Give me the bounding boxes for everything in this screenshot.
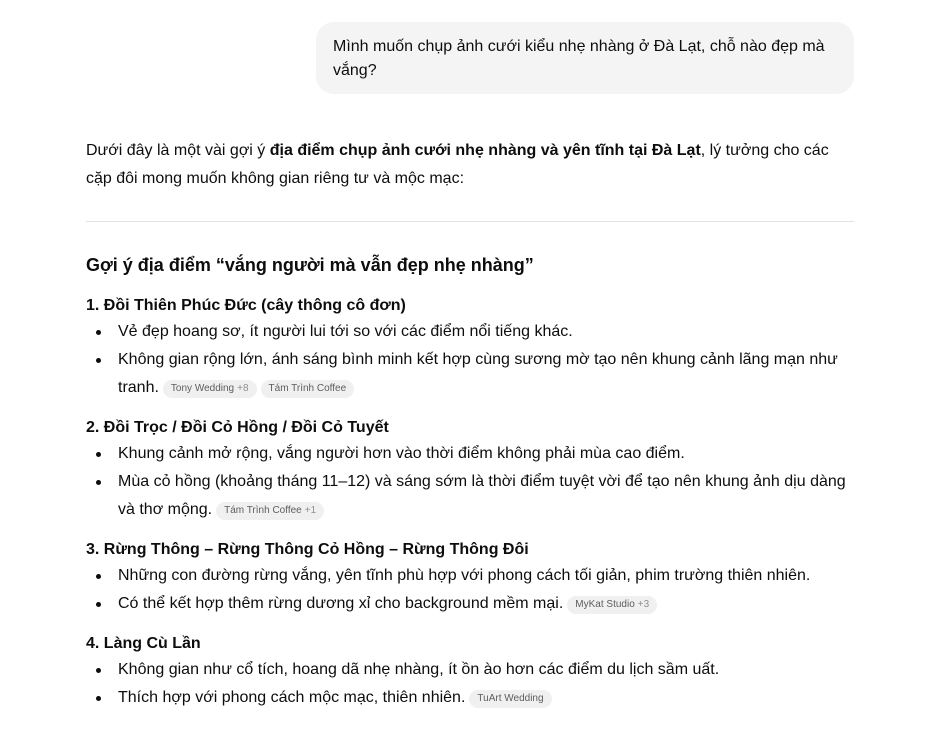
places-list <box>86 294 854 712</box>
source-more-count: +3 <box>637 599 650 610</box>
source-name: TuArt Wedding <box>477 693 544 704</box>
bullet-text: Thích hợp với phong cách mộc mạc, thiên nhiên. <box>118 689 466 706</box>
source-chips <box>563 595 657 612</box>
bullet-item <box>86 656 854 684</box>
bullet-list <box>86 656 854 712</box>
source-name: Tony Wedding <box>170 383 235 394</box>
source-name: Tám Trình Coffee <box>268 383 347 394</box>
place-section <box>86 632 854 712</box>
bullet-item <box>86 468 854 524</box>
bullet-text: Không gian rộng lớn, ánh sáng bình minh kết hợp cùng sương mờ tạo nên khung cảnh lãng mạn như tranh. <box>118 351 838 396</box>
place-title: 3. Rừng Thông – Rừng Thông Cỏ Hồng – Rừng Thông Đôi <box>86 541 529 558</box>
source-citation-chip[interactable] <box>216 502 324 520</box>
source-citation-chip[interactable] <box>261 380 355 398</box>
user-message-bubble <box>316 22 854 94</box>
place-title: 4. Làng Cù Lần <box>86 635 201 652</box>
source-citation-chip[interactable] <box>163 380 257 398</box>
source-chips <box>465 689 551 706</box>
bullet-item <box>86 590 854 618</box>
source-name: Tám Trình Coffee <box>224 505 302 516</box>
bullet-text: Khung cảnh mở rộng, vắng người hơn vào thời điểm không phải mùa cao điểm. <box>118 445 685 462</box>
bullet-item <box>86 346 854 402</box>
place-section <box>86 294 854 402</box>
source-name: MyKat Studio <box>575 599 635 610</box>
source-citation-chip[interactable] <box>469 690 551 708</box>
place-title: 2. Đồi Trọc / Đồi Cỏ Hồng / Đồi Cỏ Tuyết <box>86 419 389 436</box>
place-section <box>86 416 854 524</box>
bullet-list <box>86 318 854 402</box>
divider <box>86 221 854 222</box>
source-citation-chip[interactable] <box>567 596 657 614</box>
bullet-item <box>86 684 854 712</box>
bullet-text: Không gian như cổ tích, hoang dã nhẹ nhàng, ít ồn ào hơn các điểm du lịch sầm uất. <box>118 661 720 678</box>
place-title: 1. Đồi Thiên Phúc Đức (cây thông cô đơn) <box>86 297 406 314</box>
assistant-response <box>86 137 854 712</box>
intro-text-start: Dưới đây là một vài gợi ý <box>86 142 270 159</box>
bullet-list <box>86 562 854 618</box>
intro-bold-text: địa điểm chụp ảnh cưới nhẹ nhàng và yên tĩnh tại Đà Lạt <box>269 142 701 159</box>
user-message-text: Mình muốn chụp ảnh cưới kiểu nhẹ nhàng ở Đà Lạt, chỗ nào đẹp mà vắng? <box>333 38 825 79</box>
bullet-item <box>86 440 854 468</box>
bullet-list <box>86 440 854 524</box>
source-chips <box>159 379 354 396</box>
bullet-item <box>86 318 854 346</box>
bullet-text: Mùa cỏ hồng (khoảng tháng 11–12) và sáng sớm là thời điểm tuyệt vời để tạo nên khung ảnh dịu dàng và thơ mộng. <box>118 473 846 518</box>
bullet-text: Những con đường rừng vắng, yên tĩnh phù hợp với phong cách tối giản, phim trường thiên nhiên. <box>118 567 811 584</box>
bullet-text: Có thể kết hợp thêm rừng dương xỉ cho background mềm mại. <box>118 595 564 612</box>
source-more-count: +1 <box>304 505 317 516</box>
intro-paragraph <box>86 137 854 193</box>
intro-text-end: , lý tưởng cho các cặp đôi mong muốn không gian riêng tư và mộc mạc: <box>86 142 829 187</box>
bullet-item <box>86 562 854 590</box>
section-heading: Gợi ý địa điểm “vắng người mà vẫn đẹp nhẹ nhàng” <box>86 255 534 275</box>
place-section <box>86 538 854 618</box>
source-more-count: +8 <box>237 383 249 394</box>
bullet-text: Vẻ đẹp hoang sơ, ít người lui tới so với các điểm nổi tiếng khác. <box>118 323 573 340</box>
source-chips <box>212 501 324 518</box>
